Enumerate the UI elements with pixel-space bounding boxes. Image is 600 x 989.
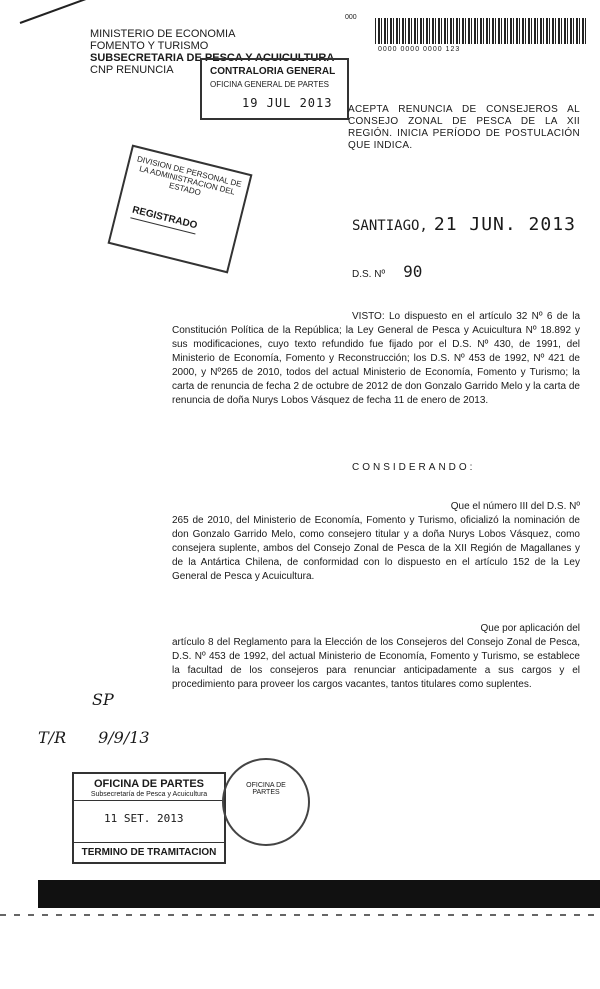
scan-dashed-line bbox=[0, 914, 600, 916]
handwritten-initials: SP bbox=[92, 690, 114, 709]
round-seal bbox=[222, 758, 310, 846]
decree-number bbox=[352, 262, 422, 281]
ministry-line-1: MINISTERIO DE ECONOMIA bbox=[90, 28, 236, 40]
stamp-registered-label: REGISTRADO bbox=[130, 205, 198, 235]
place: SANTIAGO, bbox=[352, 218, 428, 234]
paragraph-text: 265 de 2010, del Ministerio de Economía, Fomento y Turismo, oficializó la nominación de don Gonzalo Garrido Melo, como consejero titular y a doña Nurys Lobos Vásquez, como consejera suplente, ambos del Consejo Zonal de Pesca de la XII Región de Magallanes y de la Antártica Chilena, de conformidad con lo dispuesto en el artículo 152 de la Ley General de Pesca y Acuicultura. bbox=[172, 515, 580, 582]
stamp-subtitle: Subsecretaría de Pesca y Acuicultura bbox=[74, 791, 224, 801]
place-date bbox=[352, 214, 576, 235]
header-slash-mark bbox=[20, 0, 91, 24]
considerando-paragraph-2 bbox=[172, 622, 580, 692]
stamp-title: CONTRALORIA GENERAL bbox=[210, 66, 336, 77]
top-code: 000 bbox=[345, 14, 357, 21]
handwritten-mark: T/R bbox=[38, 728, 67, 747]
barcode bbox=[375, 18, 587, 44]
paragraph-text: artículo 8 del Reglamento para la Elección de los Consejeros del Consejo Zonal de Pesca, D.S. Nº 453 de 1992, del actual Ministerio de Economía, Fomento y Turismo, se establece la facultad de los consejeros para renunciar anticipadamente a sus cargos y el procedimiento para proveer los cargos vacantes, tantos titulares como suplentes. bbox=[172, 637, 580, 690]
oficina-partes-stamp bbox=[72, 772, 226, 864]
paragraph-lead: Que por aplicación del bbox=[480, 623, 580, 634]
stamp-title: OFICINA DE PARTES bbox=[93, 778, 204, 790]
visto-text: Lo dispuesto en el artículo 32 Nº 6 de la Constitución Política de la República; la Ley General de Pesca y Acuicultura Nº 18.892 y sus modificaciones, cuyo texto refundido fue fijado por el D.S. Nº 430, de 1991, del Ministerio de Economía, Fomento y Reconstrucción; los D.S. Nº 453 de 1992, Nº 421 de 2000, y Nº265 de 2010, todos del actual Ministerio de Economía, Fomento y Turismo; la carta de renuncia de fecha 2 de octubre de 2012 de don Gonzalo Garrido Melo y la carta de renuncia de doña Nurys Lobos Vásquez de fecha 11 de enero de 2013. bbox=[172, 311, 581, 406]
reference-line: CNP RENUNCIA bbox=[90, 64, 174, 76]
stamp-subtitle: OFICINA GENERAL DE PARTES bbox=[210, 80, 329, 89]
handwritten-date: 9/9/13 bbox=[98, 728, 150, 747]
ministry-line-2: FOMENTO Y TURISMO bbox=[90, 40, 209, 52]
oficina-general-stamp bbox=[200, 58, 349, 120]
stamp-date: 19 JUL 2013 bbox=[242, 96, 333, 110]
date: 21 JUN. 2013 bbox=[433, 214, 576, 235]
handwritten-note bbox=[38, 728, 150, 747]
considerando-paragraph-1 bbox=[172, 500, 580, 584]
decree-value: 90 bbox=[403, 262, 423, 281]
paragraph-lead: Que el número III del D.S. Nº bbox=[450, 501, 580, 512]
stamp-footer: TERMINO DE TRAMITACION bbox=[74, 842, 224, 858]
stamp-title: DIVISION DE PERSONAL DE LA ADMINISTRACION DEL ESTADO bbox=[136, 154, 243, 198]
document-subject: ACEPTA RENUNCIA DE CONSEJEROS AL CONSEJO ZONAL DE PESCA DE LA XII REGIÓN. INICIA PERÍODO DE POSTULACIÓN QUE INDICA. bbox=[348, 104, 580, 151]
scan-black-bar bbox=[38, 880, 600, 908]
considerando-heading: CONSIDERANDO: bbox=[352, 462, 476, 473]
visto-paragraph bbox=[172, 310, 580, 408]
visto-label: VISTO: bbox=[352, 311, 385, 322]
barcode-number: 0000 0000 0000 123 bbox=[378, 46, 461, 53]
stamp-date: 11 SET. 2013 bbox=[104, 812, 184, 825]
division-personal-stamp bbox=[108, 145, 253, 274]
seal-text: OFICINA DE PARTES bbox=[246, 782, 286, 796]
decree-label: D.S. Nº bbox=[352, 269, 386, 280]
subsecretaria-line: SUBSECRETARIA DE PESCA Y ACUICULTURA bbox=[90, 52, 335, 64]
